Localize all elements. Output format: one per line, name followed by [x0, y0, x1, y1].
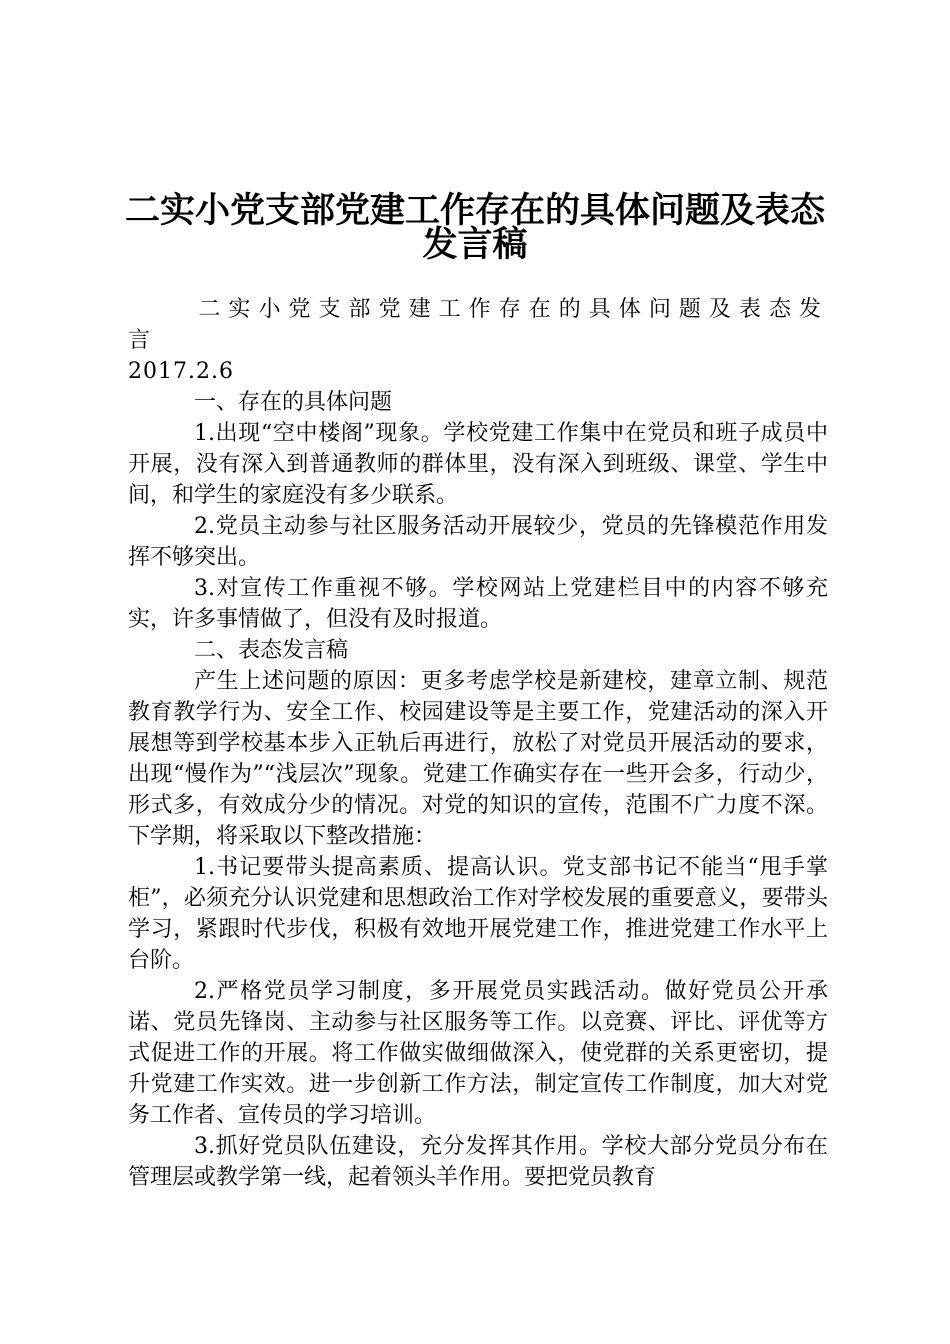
measure-item-3: 3.抓好党员队伍建设，充分发挥其作用。学校大部分党员分布在管理层或教学第一线，起着领头羊作用。要把党员教育	[128, 1134, 828, 1190]
document-title-line-2: 发言稿	[422, 224, 528, 265]
problem-item-3: 3.对宣传工作重视不够。学校网站上党建栏目中的内容不够充实，许多事情做了，但没有及时报道。	[128, 576, 828, 632]
problem-item-2: 2.党员主动参与社区服务活动开展较少，党员的先锋模范作用发挥不够突出。	[128, 514, 828, 570]
document-date: 2017.2.6	[128, 359, 234, 384]
intro-line: 二实小党支部党建工作存在的具体问题及表态发言	[128, 297, 828, 353]
section-heading-statement: 二、表态发言稿	[194, 638, 349, 663]
document-body	[128, 294, 828, 1193]
problem-item-1: 1.出现“空中楼阁”现象。学校党建工作集中在党员和班子成员中开展，没有深入到普通教师的群体里，没有深入到班级、课堂、学生中间，和学生的家庭没有多少联系。	[128, 421, 828, 508]
measure-item-2: 2.严格党员学习制度，多开展党员实践活动。做好党员公开承诺、党员先锋岗、主动参与社区服务等工作。以竞赛、评比、评优等方式促进工作的开展。将工作做实做细做深入，使党群的关系更密切，提升党建工作实效。进一步创新工作方法，制定宣传工作制度，加大对党务工作者、宣传员的学习培训。	[128, 979, 828, 1128]
measure-item-1: 1.书记要带头提高素质、提高认识。党支部书记不能当“甩手掌柜”，必须充分认识党建和思想政治工作对学校发展的重要意义，要带头学习，紧跟时代步伐，积极有效地开展党建工作，推进党建工作水平上台阶。	[128, 855, 828, 973]
document-title-line-1: 二实小党支部党建工作存在的具体问题及表态	[124, 190, 825, 231]
cause-paragraph: 产生上述问题的原因：更多考虑学校是新建校，建章立制、规范教育教学行为、安全工作、校园建设等是主要工作，党建活动的深入开展想等到学校基本步入正轨后再进行，放松了对党员开展活动的要求，出现“慢作为”“浅层次”现象。党建工作确实存在一些开会多，行动少，形式多，有效成分少的情况。对党的知识的宣传，范围不广力度不深。下学期，将采取以下整改措施：	[128, 669, 828, 849]
section-heading-problems: 一、存在的具体问题	[194, 390, 393, 415]
